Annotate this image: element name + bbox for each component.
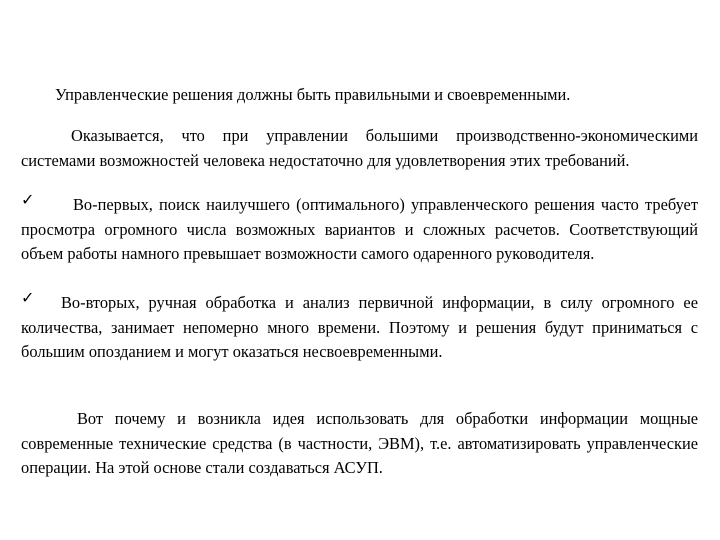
checkmark-icon: ✓ <box>21 190 35 209</box>
conclusion-paragraph: Вот почему и возникла идея использовать для обработки информации мощные современные технические средства (в частности, ЭВМ), т.е. автоматизировать управленческие операции. На этой основе стали создаваться АСУП. <box>21 409 698 477</box>
bullet-second-reason: Во-вторых, ручная обработка и анализ первичной информации, в силу огромного ее количества, занимает непомерно много времени. Поэтому и решения будут приниматься с большим опозданием и могут оказаться несвоевременными. <box>21 293 698 361</box>
paragraph-human-limits: Оказывается, что при управлении большими производственно-экономическими системами возможностей человека недостаточно для удовлетворения этих требований. <box>21 126 698 170</box>
checkmark-icon: ✓ <box>21 288 35 307</box>
bullet-first-reason: Во-первых, поиск наилучшего (оптимального) управленческого решения часто требует просмотра огромного числа возможных вариантов и сложных расчетов. Соответствующий объем работы намного превышает возможности самого одаренного руководителя. <box>21 195 698 263</box>
intro-statement: Управленческие решения должны быть правильными и своевременными. <box>55 85 571 104</box>
